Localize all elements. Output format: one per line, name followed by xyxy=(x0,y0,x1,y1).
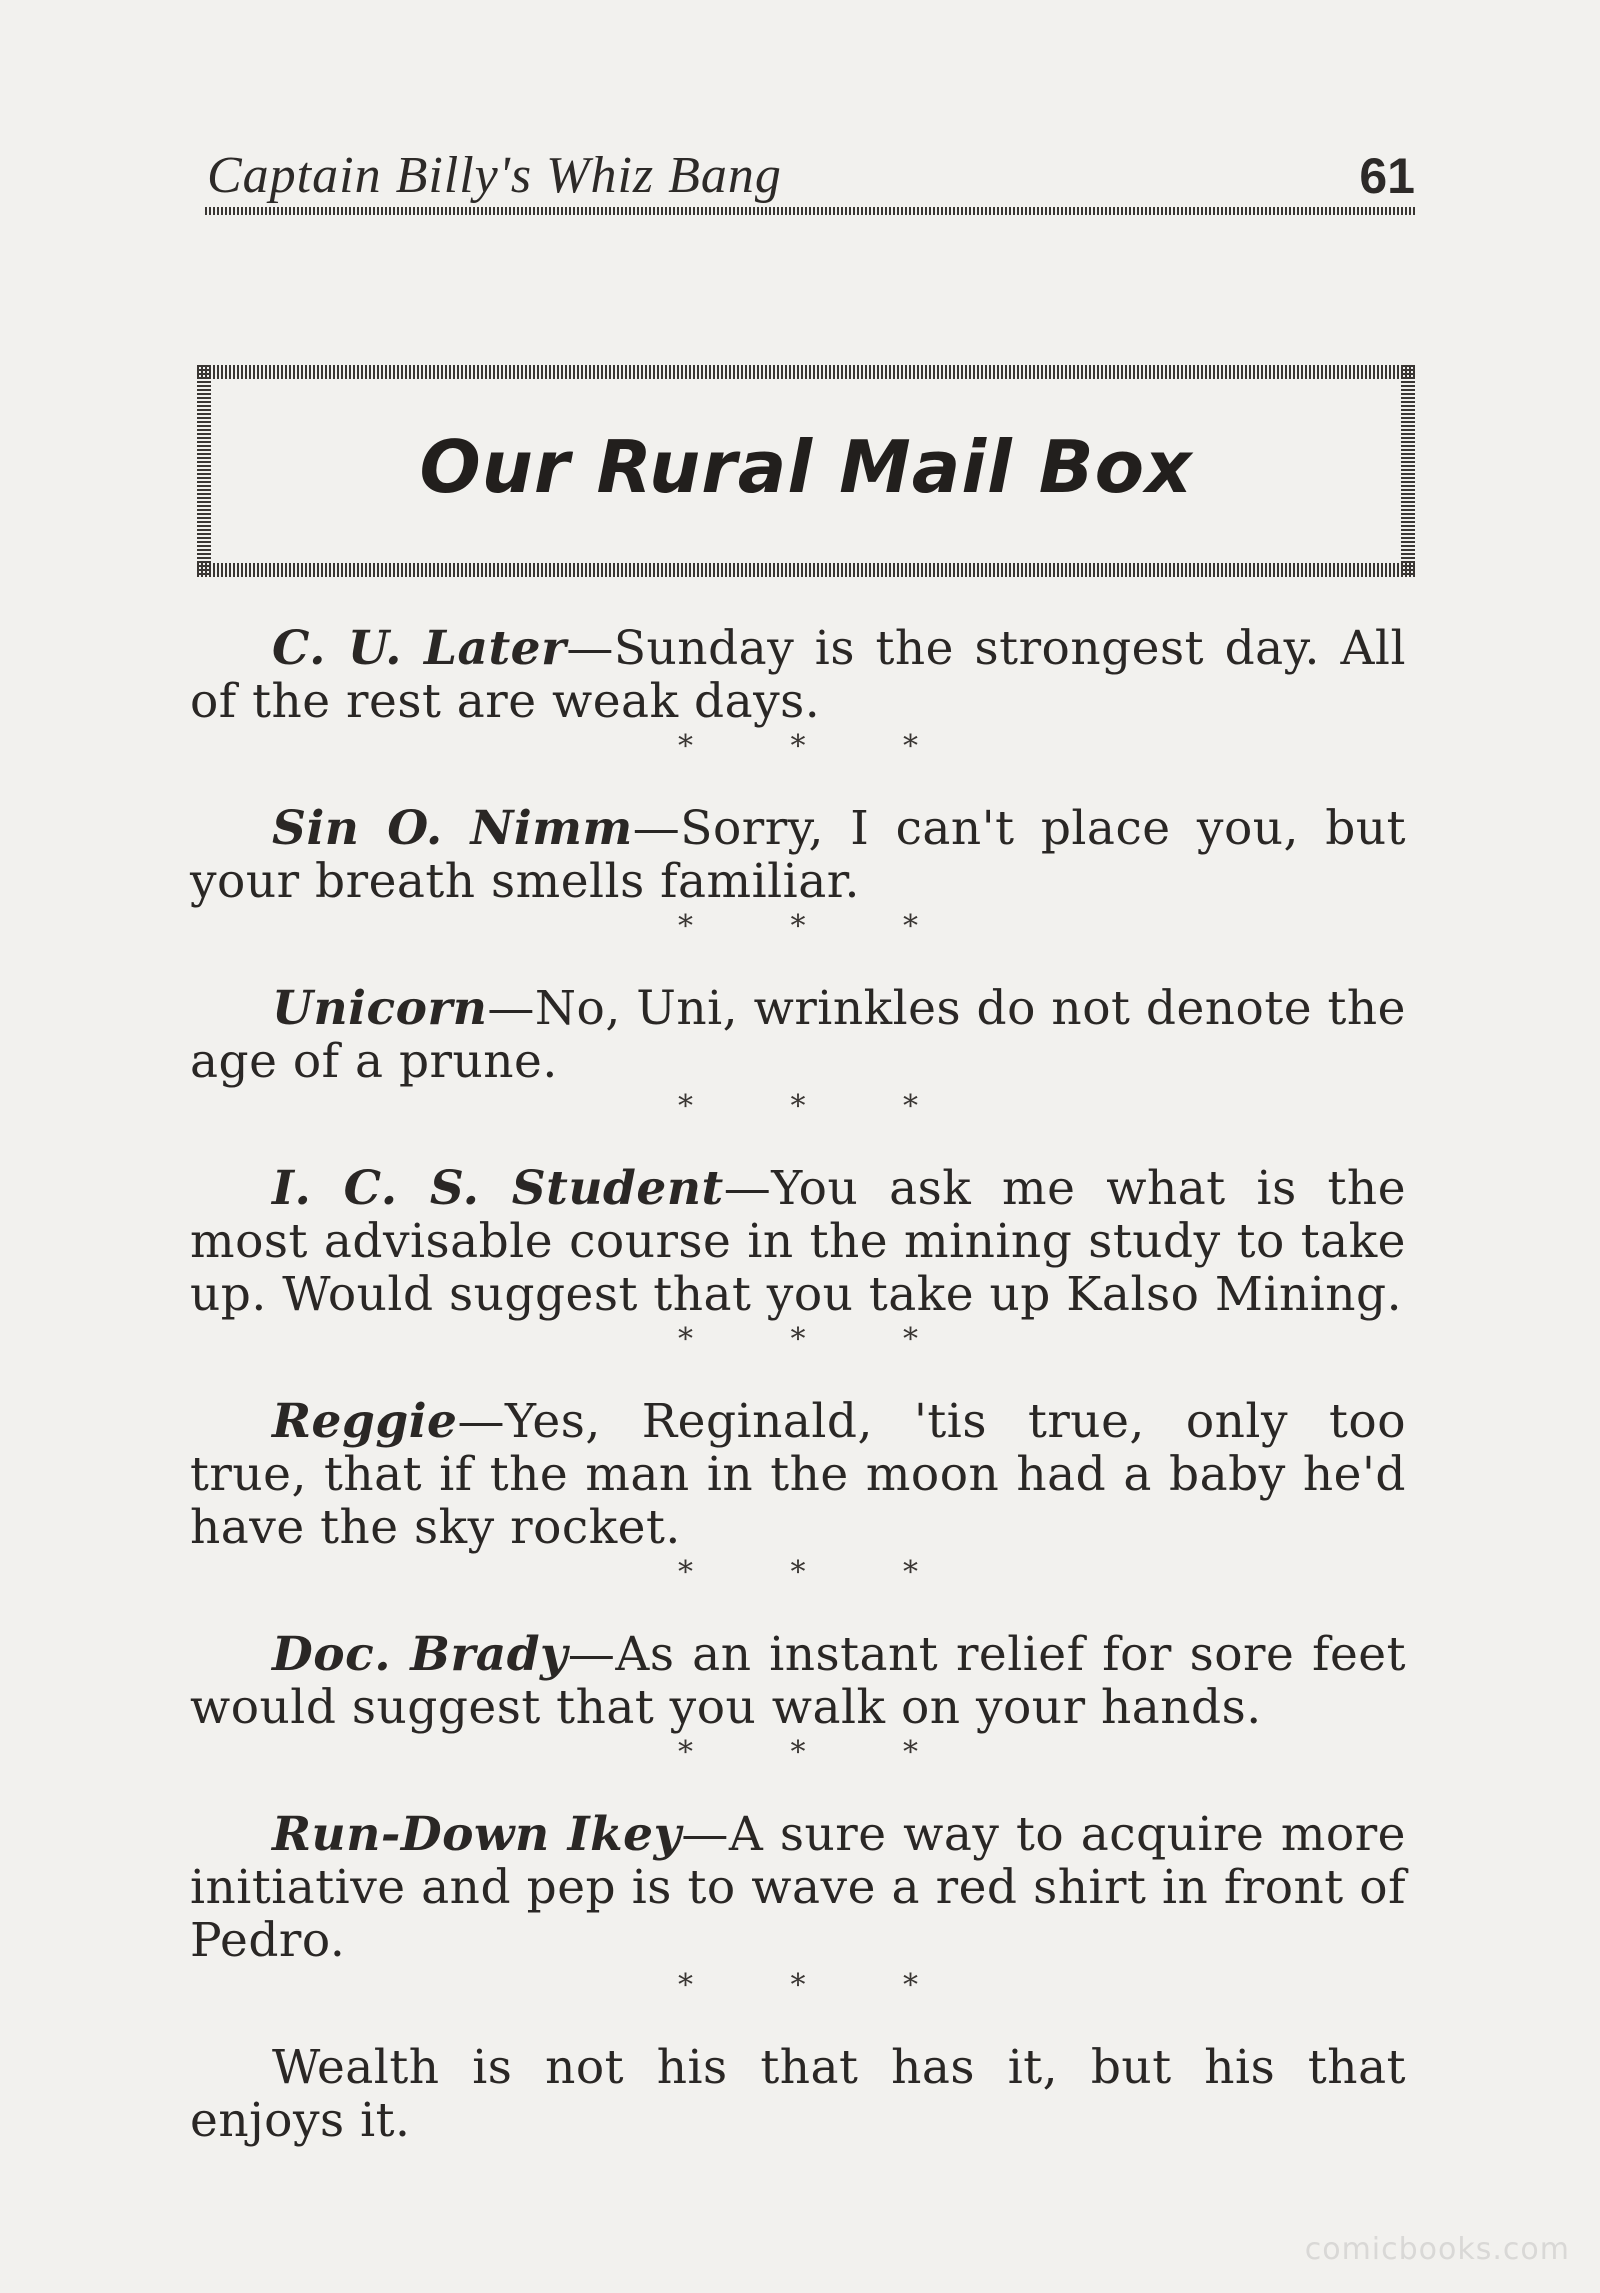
watermark: comicbooks.com xyxy=(1304,2232,1570,2267)
entry-correspondent: Unicorn xyxy=(272,981,488,1036)
header-rule xyxy=(205,207,1415,215)
entry-reply: —Sorry, I can't place you, but your breath smells familiar. xyxy=(190,801,1406,909)
mailbox-entries xyxy=(190,622,1406,2147)
entry-correspondent: Sin O. Nimm xyxy=(272,801,633,856)
star-separator: * * * xyxy=(677,1322,963,1357)
entry-correspondent: I. C. S. Student xyxy=(272,1161,724,1216)
mailbox-entry xyxy=(190,622,1406,728)
closing-proverb xyxy=(190,2041,1406,2147)
page-number: 61 xyxy=(1359,148,1415,204)
mailbox-entry xyxy=(190,802,1406,908)
star-separator: * * * xyxy=(677,1968,963,2003)
section-title-box xyxy=(197,365,1415,577)
star-separator: * * * xyxy=(677,1555,963,1590)
entry-reply: —Yes, Reginald, 'tis true, only too true, that if the man in the moon had a baby he'd have the sky rocket. xyxy=(190,1394,1406,1555)
mailbox-entry xyxy=(190,1395,1406,1554)
section-title: Our Rural Mail Box xyxy=(419,425,1193,509)
entry-reply: —A sure way to acquire more initiative and pep is to wave a red shirt in front of Pedro. xyxy=(190,1807,1406,1968)
entry-reply: —No, Uni, wrinkles do not denote the age of a prune. xyxy=(190,981,1406,1089)
proverb-text: Wealth is not his that has it, but his that enjoys it. xyxy=(190,2040,1406,2148)
entry-reply: —Sunday is the strongest day. All of the rest are weak days. xyxy=(190,621,1406,729)
title-frame-bottom xyxy=(197,563,1415,577)
star-separator: * * * xyxy=(677,729,963,764)
entry-reply: —You ask me what is the most advisable course in the mining study to take up. Would suggest that you take up Kalso Mining. xyxy=(190,1161,1407,1322)
running-header xyxy=(205,145,1415,215)
title-frame-top xyxy=(197,365,1415,379)
running-title: Captain Billy's Whiz Bang xyxy=(207,147,782,204)
mailbox-entry xyxy=(190,1808,1406,1967)
mailbox-entry xyxy=(190,982,1406,1088)
entry-correspondent: Run-Down Ikey xyxy=(272,1807,682,1862)
mailbox-entry xyxy=(190,1628,1406,1734)
mailbox-entry xyxy=(190,1162,1406,1321)
star-separator: * * * xyxy=(677,1735,963,1770)
star-separator: * * * xyxy=(677,1089,963,1124)
entry-correspondent: Doc. Brady xyxy=(272,1627,568,1682)
entry-correspondent: C. U. Later xyxy=(272,621,567,676)
star-separator: * * * xyxy=(677,909,963,944)
entry-correspondent: Reggie xyxy=(272,1394,458,1449)
entry-reply: —As an instant relief for sore feet would suggest that you walk on your hands. xyxy=(190,1627,1406,1735)
